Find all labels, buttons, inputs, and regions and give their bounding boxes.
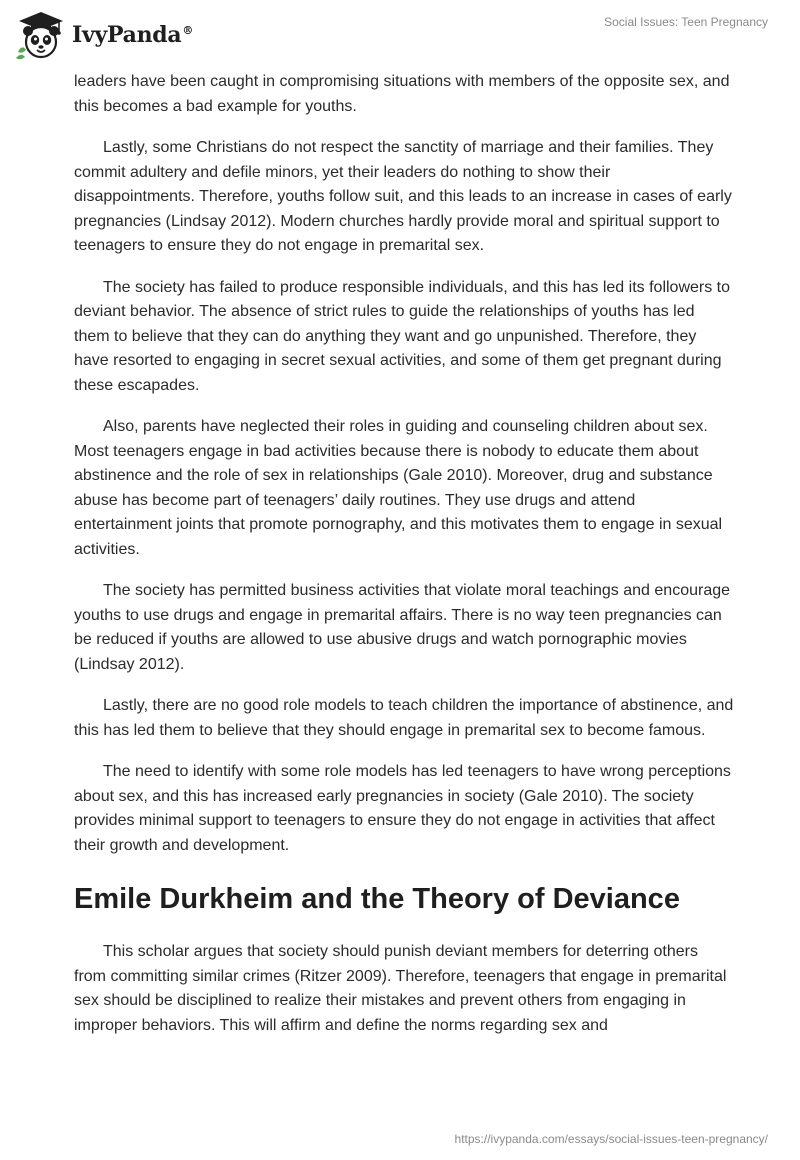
paragraph: Also, parents have neglected their roles in guiding and counseling children about sex. Most teenagers engage in bad activities because there is nobody to educate them about abstinence and the role of sex in relationships (Gale 2010). Moreover, drug and substance abuse has become part of teenagers’ daily routines. They use drugs and attend entertainment joints that promote pornography, and this motivates them to engage in sexual activities. [74,418,723,558]
panda-graduate-icon [14,8,68,62]
paragraph: leaders have been caught in compromising situations with members of the opposite sex, and this becomes a bad example for youths. [74,73,730,115]
paragraph: Lastly, some Christians do not respect the sanctity of marriage and their families. They commit adultery and defile minors, yet their leaders do nothing to show their disappointments. Therefore, youths follow suit, and this leads to an increase in cases of early pregnancies (Lindsay 2012). Modern churches hardly provide moral and spiritual support to teenagers to ensure they do not engage in premarital sex. [74,139,732,254]
source-url-link[interactable]: https://ivypanda.com/essays/social-issues-teen-pregnancy/ [454,1132,768,1146]
page-header [0,0,800,70]
section-heading: Emile Durkheim and the Theory of Deviance [74,883,680,915]
paragraph: The society has failed to produce responsible individuals, and this has led its followers to deviant behavior. The absence of strict rules to guide the relationships of youths has led them to believe that they can do anything they want and go unpunished. Therefore, they have resorted to engaging in secret sexual activities, and some of them get pregnant during these escapades. [74,278,731,394]
paragraph: Lastly, there are no good role models to teach children the importance of abstinence, and this has led them to believe that they should engage in premarital sex to become famous. [74,697,734,739]
essay-title: Social Issues: Teen Pregnancy [604,15,768,29]
brand-logo[interactable] [14,8,193,62]
essay-body [74,70,734,1055]
paragraph: The need to identify with some role models has led teenagers to have wrong perceptions about sex, and this has increased early pregnancies in society (Gale 2010). The society provides minimal support to teenagers to ensure they do not engage in activities that affect their growth and development. [74,763,731,854]
paragraph: The society has permitted business activities that violate moral teachings and encourage youths to use drugs and engage in premarital affairs. There is no way teen pregnancies can be reduced if youths are allowed to use abusive drugs and watch pornographic movies (Lindsay 2012). [74,582,731,673]
paragraph: This scholar argues that society should punish deviant members for deterring others from committing similar crimes (Ritzer 2009). Therefore, teenagers that engage in premarital sex should be disciplined to realize their mistakes and prevent others from engaging in improper behaviors. This will affirm and define the norms regarding sex and [74,943,727,1034]
brand-name: IvyPanda® [72,22,194,48]
